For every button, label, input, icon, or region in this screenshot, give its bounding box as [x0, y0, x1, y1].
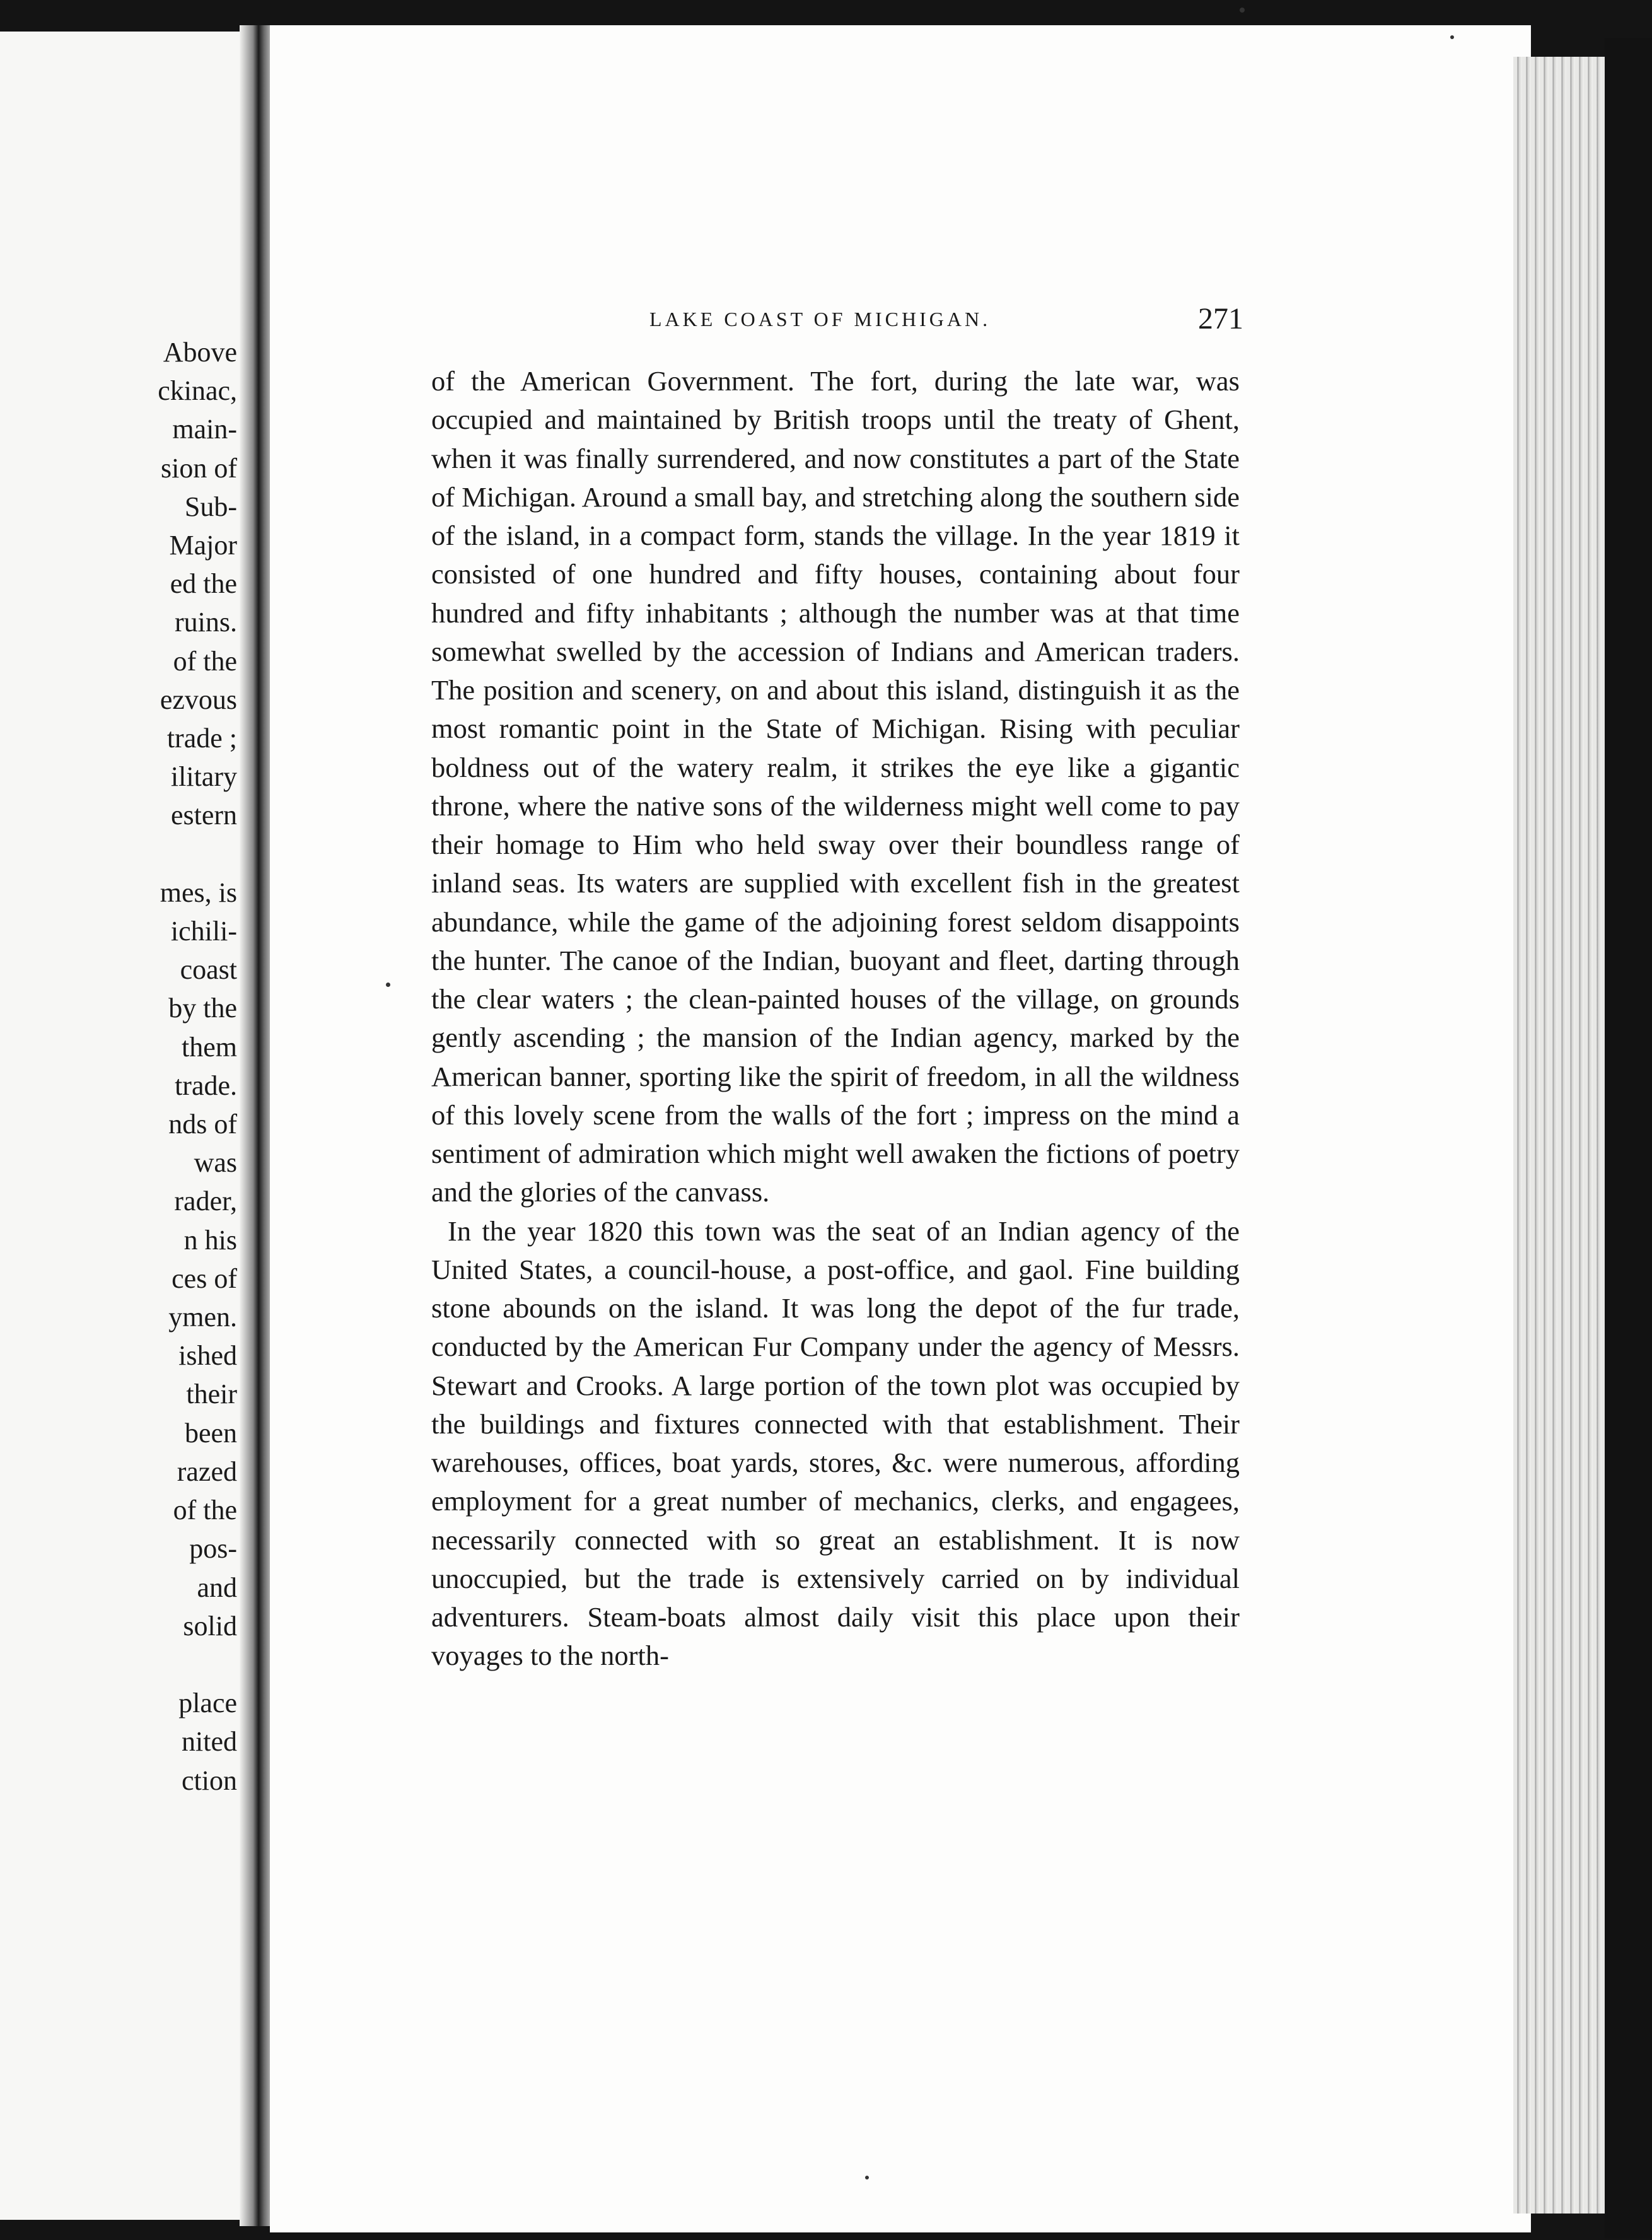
scan-speck: [1450, 35, 1454, 39]
facing-page-line: ezvous: [160, 684, 237, 715]
facing-page-line: their: [186, 1379, 237, 1410]
facing-page-line: been: [184, 1417, 237, 1449]
facing-page-line: [10, 835, 237, 873]
page-edges: [1513, 57, 1608, 2214]
facing-page-line: Sub-: [184, 491, 237, 522]
facing-page-line: ilitary: [170, 761, 237, 793]
facing-page-line: pos-: [189, 1533, 237, 1565]
facing-page-line: ished: [178, 1340, 237, 1372]
facing-page-line: Major: [169, 530, 237, 561]
body-text: [431, 362, 1240, 1676]
facing-page-line: nds of: [168, 1109, 237, 1140]
facing-page-line: ction: [182, 1765, 237, 1796]
facing-page-line: sion of: [161, 452, 237, 484]
page-number: 271: [1198, 302, 1243, 335]
running-head: LAKE COAST OF MICHIGAN.: [649, 308, 991, 330]
facing-page-line: trade ;: [166, 723, 237, 754]
facing-page-line: main-: [172, 414, 237, 445]
facing-page-line: was: [194, 1147, 237, 1179]
facing-page-line: of the: [173, 1495, 237, 1526]
facing-page: [0, 32, 252, 2220]
facing-page-line: of the: [173, 645, 237, 677]
facing-page-line: [10, 1645, 237, 1684]
facing-page-line: razed: [177, 1455, 237, 1487]
facing-page-line: ichili-: [170, 916, 237, 947]
facing-page-line: ckinac,: [158, 375, 237, 407]
facing-page-line: rader,: [174, 1186, 237, 1217]
facing-page-line: n his: [183, 1224, 237, 1256]
facing-page-line: nited: [182, 1726, 237, 1758]
facing-page-line: them: [182, 1031, 237, 1063]
paragraph: In the year 1820 this town was the seat of an Indian agency of the United States, a council-house, a post-office, and gaol. Fine building stone abounds on the island. It was long the depot of the fur trade, conducted by the American Fur Company under the agency of Messrs. Stewart and Crooks. A large portion of the town plot was occupied by the buildings and fixtures connected with that establishment. Their warehouses, offices, boat yards, stores, &c. were numerous, affording employment for a great number of mechanics, clerks, and engagees, necessarily connected with so great an establishment. It is now unoccupied, but the trade is extensively carried on by individual adventurers. Steam-boats almost daily visit this place upon their voyages to the north-: [431, 1215, 1240, 1672]
facing-page-line: solid: [183, 1610, 237, 1642]
scan-speck: [386, 983, 390, 987]
scan-speck: [865, 2176, 869, 2179]
facing-page-line: place: [178, 1688, 237, 1719]
paragraph: of the American Government. The fort, during the late war, was occupied and maintained by British troops until the treaty of Ghent, when it was finally surrendered, and now constitutes a part of the State of Michigan. Around a small bay, and stretching along the southern side of the island, in a compact form, stands the village. In the year 1819 it consisted of one hundred and fifty houses, containing about four hundred and fifty inhabitants ; although the number was at that time somewhat swelled by the accession of Indians and American traders. The position and scenery, on and about this island, distinguish it as the most romantic point in the State of Michigan. Rising with peculiar boldness out of the watery realm, it strikes the eye like a gigantic throne, where the native sons of the wilderness might well come to pay their homage to Him who held sway over their boundless range of inland seas. Its waters are supplied with excellent fish in the greatest abundance, while the game of the adjoining forest seldom disappoints the hunter. The canoe of the Indian, buoyant and fleet, darting through the clear waters ; the clean-painted houses of the village, on grounds gently ascending ; the mansion of the Indian agency, marked by the American banner, sporting like the spirit of freedom, in all the wildness of this lovely scene from the walls of the fort ; impress on the mind a sentiment of admiration which might well awaken the fictions of poetry and the glories of the canvass.: [431, 365, 1240, 1208]
facing-page-line: estern: [170, 800, 237, 831]
scan-speck: [1240, 8, 1245, 13]
facing-page-line: and: [197, 1572, 237, 1603]
facing-page-text: [10, 333, 237, 1800]
facing-page-line: by the: [168, 993, 237, 1024]
scan-border: [1605, 38, 1652, 2239]
facing-page-line: trade.: [175, 1070, 237, 1101]
facing-page-line: ruins.: [175, 607, 237, 638]
facing-page-line: coast: [180, 954, 237, 986]
facing-page-line: ed the: [170, 568, 237, 600]
facing-page-line: ymen.: [168, 1302, 237, 1333]
facing-page-line: Above: [163, 337, 237, 368]
facing-page-line: mes, is: [160, 877, 237, 908]
facing-page-line: ces of: [172, 1263, 237, 1294]
